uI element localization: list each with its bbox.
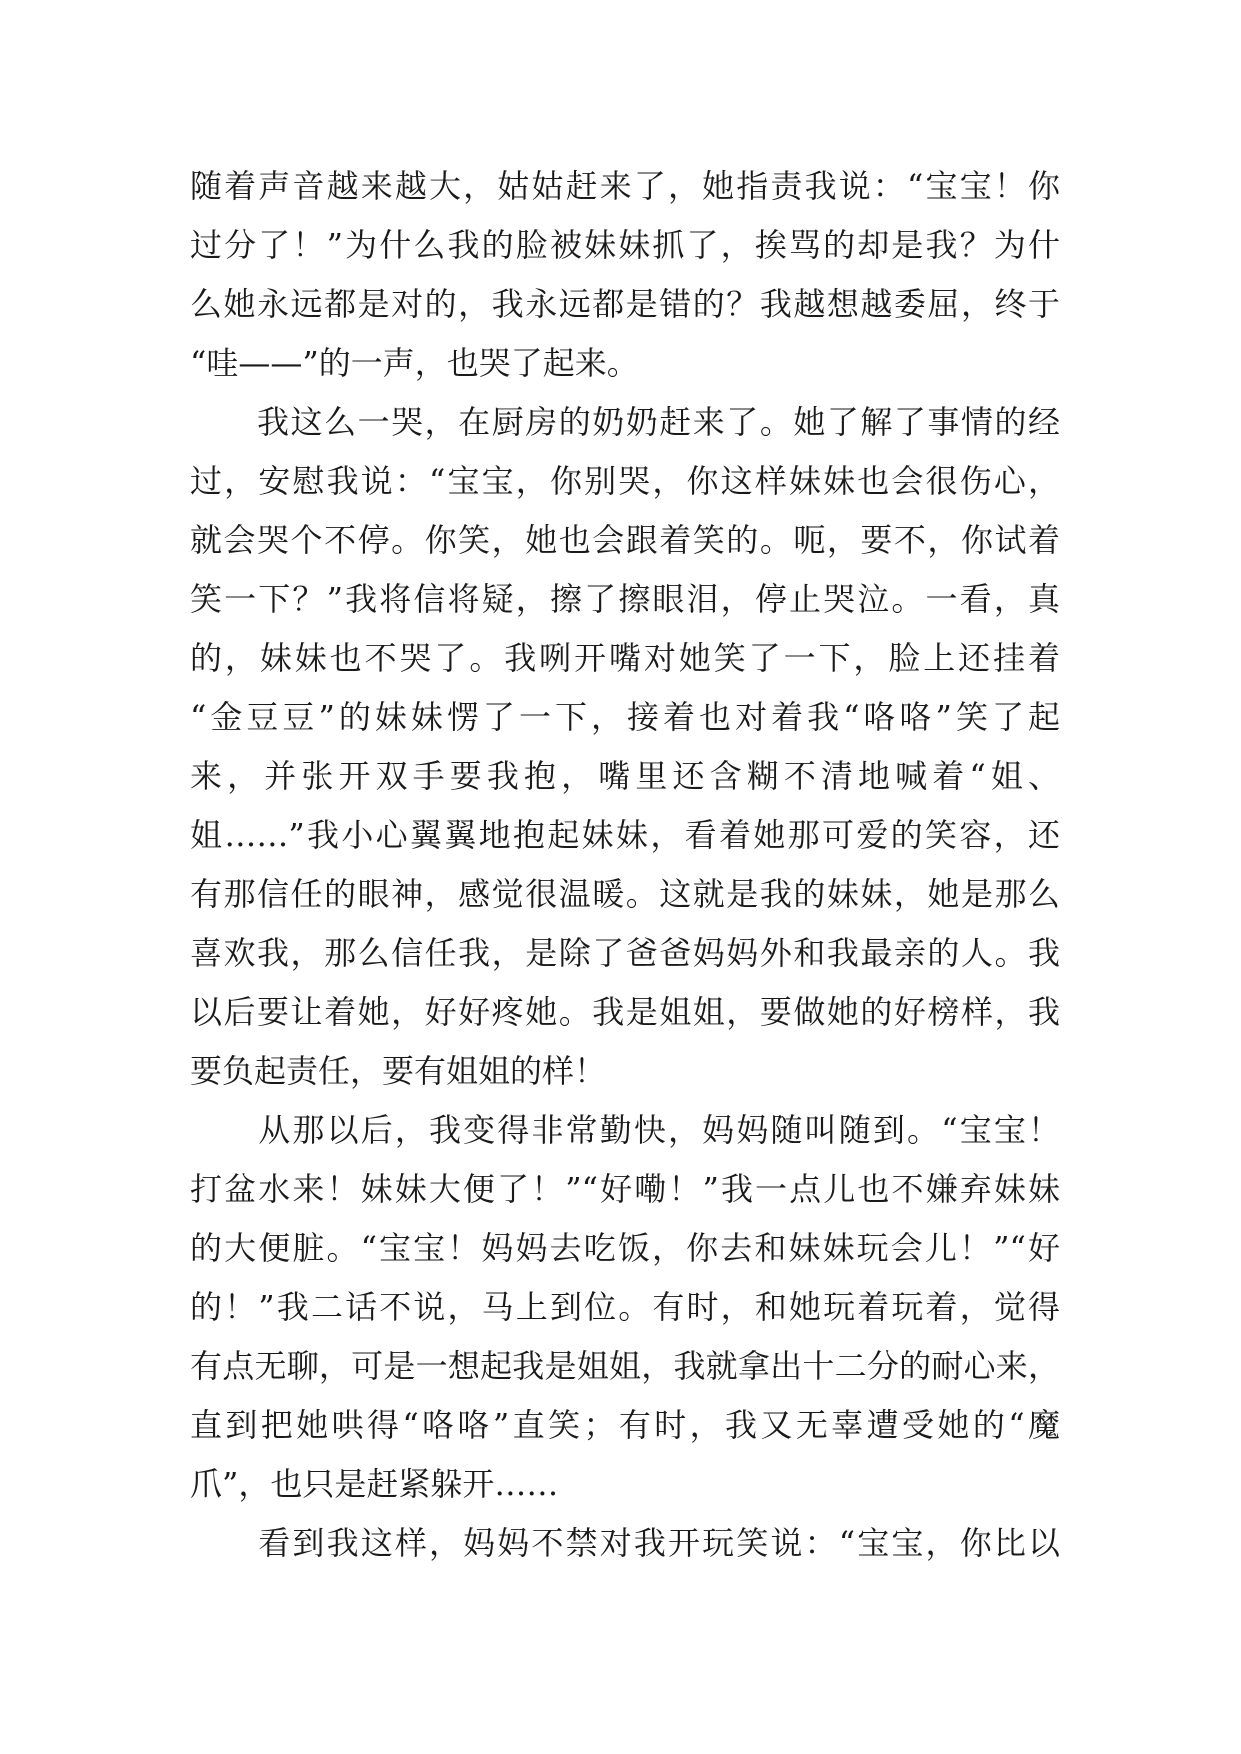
text-line: 看到我这样，妈妈不禁对我开玩笑说：“宝宝，你比以 bbox=[190, 1524, 1060, 1562]
text-line: 的，妹妹也不哭了。我咧开嘴对她笑了一下，脸上还挂着 bbox=[190, 639, 1060, 677]
text-line: 有那信任的眼神，感觉很温暖。这就是我的妹妹，她是那么 bbox=[190, 875, 1060, 913]
text-line: 以后要让着她，好好疼她。我是姐姐，要做她的好榜样，我 bbox=[190, 993, 1060, 1031]
text-line: “哇——”的一声，也哭了起来。 bbox=[190, 344, 639, 382]
text-line: 要负起责任，要有姐姐的样！ bbox=[190, 1052, 607, 1090]
text-line: 的！”我二话不说，马上到位。有时，和她玩着玩着，觉得 bbox=[190, 1288, 1060, 1326]
text-line: 打盆水来！妹妹大便了！”“好嘞！”我一点儿也不嫌弃妹妹 bbox=[190, 1170, 1060, 1208]
text-line: 么她永远都是对的，我永远都是错的？我越想越委屈，终于 bbox=[190, 285, 1060, 323]
text-line: 喜欢我，那么信任我，是除了爸爸妈妈外和我最亲的人。我 bbox=[190, 934, 1060, 972]
text-line: 就会哭个不停。你笑，她也会跟着笑的。呃，要不，你试着 bbox=[190, 521, 1060, 559]
text-line: “金豆豆”的妹妹愣了一下，接着也对着我“咯咯”笑了起 bbox=[190, 698, 1060, 736]
text-line: 从那以后，我变得非常勤快，妈妈随叫随到。“宝宝！ bbox=[190, 1111, 1060, 1149]
text-line: 随着声音越来越大，姑姑赶来了，她指责我说：“宝宝！你 bbox=[190, 167, 1060, 205]
text-line: 笑一下？”我将信将疑，擦了擦眼泪，停止哭泣。一看，真 bbox=[190, 580, 1060, 618]
text-line: 有点无聊，可是一想起我是姐姐，我就拿出十二分的耐心来， bbox=[190, 1347, 1060, 1385]
text-line: 姐……”我小心翼翼地抱起妹妹，看着她那可爱的笑容，还 bbox=[190, 816, 1060, 854]
body-text bbox=[190, 157, 1060, 1573]
text-line: 的大便脏。“宝宝！妈妈去吃饭，你去和妹妹玩会儿！”“好 bbox=[190, 1229, 1060, 1267]
text-line: 直到把她哄得“咯咯”直笑；有时，我又无辜遭受她的“魔 bbox=[190, 1406, 1060, 1444]
text-line: 来，并张开双手要我抱，嘴里还含糊不清地喊着“姐、 bbox=[190, 757, 1060, 795]
text-line: 过分了！”为什么我的脸被妹妹抓了，挨骂的却是我？为什 bbox=[190, 226, 1060, 264]
text-line: 我这么一哭，在厨房的奶奶赶来了。她了解了事情的经 bbox=[190, 403, 1060, 441]
text-line: 爪”，也只是赶紧躲开…… bbox=[190, 1465, 559, 1503]
text-line: 过，安慰我说：“宝宝，你别哭，你这样妹妹也会很伤心， bbox=[190, 462, 1060, 500]
